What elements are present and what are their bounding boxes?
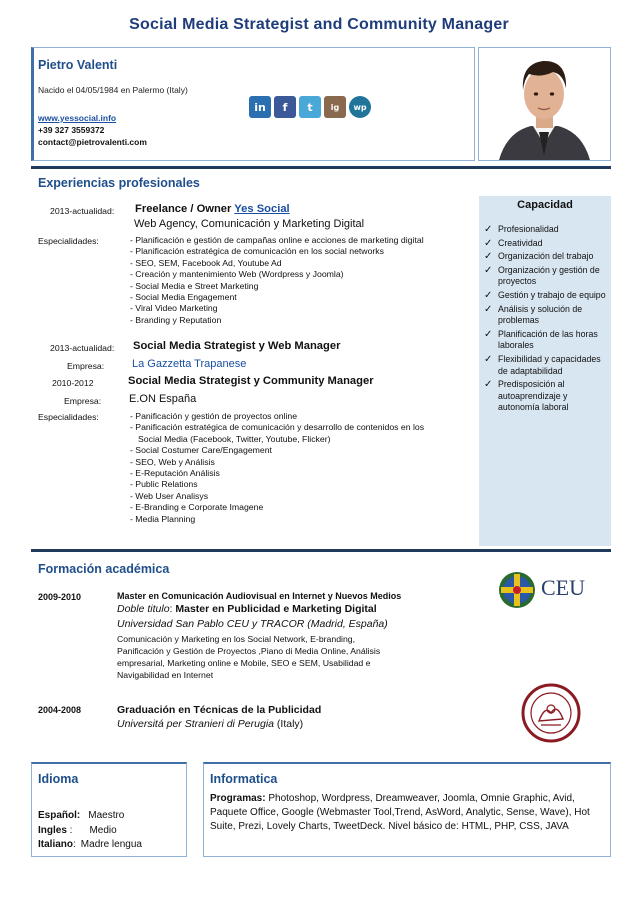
informatica-text: Programas: Photoshop, Wordpress, Dreamweaver, Joomla, Omnie Graphic, Avid, Paquete Office, Google (Webmaster Tool,Trend, AsWord, Analytic, Sense, Wave), Hot Suite, Prezi, Lovely Charts, TweetDeck. Nivel básico de: HTML, PHP, CSS, JAVA [210, 793, 590, 833]
job1-subtitle: Web Agency, Comunicación y Marketing Digital [134, 218, 365, 230]
list-item: ✓ Predisposición al autoaprendizaje y autonomía laboral [484, 379, 569, 413]
list-item: - SEO, Web y Análisis [130, 456, 215, 467]
job3-specialties [130, 411, 475, 525]
list-item: - Viral Video Marketing [130, 303, 218, 314]
edu1-date: 2009-2010 [38, 592, 82, 602]
capacidad-list [484, 224, 610, 416]
university-seal-icon [521, 683, 581, 743]
check-icon: ✓ [484, 353, 493, 365]
education-title: Formación académica [38, 562, 170, 576]
idioma-list [38, 809, 142, 853]
birth-info: Nacido el 04/05/1984 en Palermo (Italy) [38, 85, 188, 95]
perugia-seal [521, 683, 581, 748]
language-row: Italiano: Madre lengua [38, 839, 142, 850]
list-item: - E-Reputación Análisis [130, 468, 220, 479]
job1-title [135, 203, 290, 215]
job2-empresa-label: Empresa: [67, 361, 105, 371]
job1-specialties [130, 235, 475, 326]
twitter-icon[interactable]: t [299, 96, 321, 118]
list-item: - Media Planning [130, 513, 196, 524]
list-item: ✓ Creatividad [484, 237, 543, 249]
ceu-logo-text: CEU [541, 575, 585, 600]
ceu-emblem-icon [497, 570, 537, 610]
wordpress-icon[interactable]: wp [349, 96, 371, 118]
job1-company-link[interactable]: Yes Social [234, 203, 290, 215]
job1-date: 2013-actualidad: [50, 206, 115, 216]
list-item: - Web User Analisys [130, 490, 209, 501]
informatica-title: Informatica [210, 772, 278, 786]
facebook-icon[interactable]: f [274, 96, 296, 118]
list-item: - Social Media e Street Marketing [130, 280, 259, 291]
job3-title: Social Media Strategist y Community Manager [128, 375, 374, 387]
check-icon: ✓ [484, 251, 493, 263]
edu1-doble: Doble titulo: Master en Publicidad e Marketing Digital [117, 603, 377, 616]
list-item: - Panificación y gestión de proyectos online [130, 411, 298, 421]
idioma-title: Idioma [38, 772, 79, 786]
list-item: ✓ Organización y gestión de proyectos [484, 264, 600, 287]
profile-photo [479, 48, 610, 160]
check-icon: ✓ [484, 379, 493, 391]
check-icon: ✓ [484, 264, 493, 276]
list-item: ✓ Gestión y trabajo de equipo [484, 289, 606, 301]
phone-number: +39 327 3559372 [38, 125, 105, 135]
photo-frame [478, 47, 611, 161]
list-item: - Panificación estratégica de comunicación y desarrollo de contenidos en los [130, 422, 425, 433]
list-item: - Social Costumer Care/Engagement [130, 445, 272, 456]
section-rule [31, 549, 611, 552]
edu1-block [117, 590, 477, 681]
edu1-desc: Comunicación y Marketing en los Social Network, E-branding, Panificación y Gestión de Proyectos ,Piano di Media Online, Análisis empresarial, Marketing online e Mobile, SEO e SEM, Usabilidad e Navigabilidad en Internet [117, 634, 381, 681]
list-item: - Branding y Reputation [130, 314, 222, 325]
check-icon: ✓ [484, 328, 493, 340]
ceu-logo [497, 570, 537, 615]
list-item: - Creación y mantenimiento Web (Wordpress y Joomla) [130, 269, 344, 280]
experience-title: Experiencias profesionales [38, 176, 200, 190]
person-name: Pietro Valenti [38, 58, 118, 72]
language-row: Ingles : Medio [38, 824, 117, 836]
job3-date: 2010-2012 [52, 378, 94, 388]
list-item: - Public Relations [130, 479, 198, 490]
list-item: - Social Media Engagement [130, 292, 237, 303]
language-row: Español: Maestro [38, 810, 125, 821]
website-link[interactable]: www.yessocial.info [38, 113, 117, 123]
job2-empresa: La Gazzetta Trapanese [132, 358, 247, 370]
job2-date: 2013-actualidad: [50, 343, 115, 353]
job2-title: Social Media Strategist y Web Manager [133, 340, 341, 352]
check-icon: ✓ [484, 289, 493, 301]
list-item: - Planificación e gestión de campañas online e acciones de marketing digital [130, 235, 424, 245]
list-item: ✓ Planificación de las horas laborales [484, 328, 598, 351]
edu2-block [117, 703, 477, 732]
linkedin-icon[interactable]: in [249, 96, 271, 118]
list-item: - Planificación estratégica de comunicación en los social networks [130, 246, 384, 257]
list-item: - SEO, SEM, Facebook Ad, Youtube Ad [130, 257, 282, 268]
page-title: Social Media Strategist and Community Manager [129, 16, 509, 33]
job3-spec-label: Especialidades: [38, 412, 99, 422]
edu2-date: 2004-2008 [38, 705, 82, 715]
check-icon: ✓ [484, 224, 493, 235]
social-icons [249, 96, 371, 118]
list-item: ✓ Organización del trabajo [484, 251, 594, 263]
job1-role: Freelance / Owner [135, 203, 235, 215]
job3-empresa: E.ON España [129, 393, 197, 405]
capacidad-title: Capacidad [517, 199, 573, 211]
job1-spec-label: Especialidades: [38, 236, 99, 246]
email-address[interactable]: contact@pietrovalenti.com [38, 137, 147, 147]
job3-empresa-label: Empresa: [64, 396, 102, 406]
section-rule [31, 166, 611, 169]
list-item: Social Media (Facebook, Twitter, Youtube, Flicker) [138, 433, 331, 444]
edu1-title: Master en Comunicación Audiovisual en Internet y Nuevos Medios [117, 591, 402, 601]
edu2-title: Graduación en Técnicas de la Publicidad [117, 704, 322, 716]
edu2-university-line: Universitá per Stranieri di Perugia (Italy) [117, 718, 304, 730]
list-item: ✓ Flexibilidad y capacidades de adaptabilidad [484, 353, 601, 376]
list-item: ✓ Profesionalidad [484, 224, 559, 235]
check-icon: ✓ [484, 237, 493, 249]
list-item: ✓ Análisis y solución de problemas [484, 303, 583, 326]
edu1-university: Universidad San Pablo CEU y TRACOR (Madrid, España) [117, 618, 388, 631]
list-item: - E-Branding e Corporate Imagene [130, 502, 264, 513]
instagram-icon[interactable]: ig [324, 96, 346, 118]
check-icon: ✓ [484, 303, 493, 315]
